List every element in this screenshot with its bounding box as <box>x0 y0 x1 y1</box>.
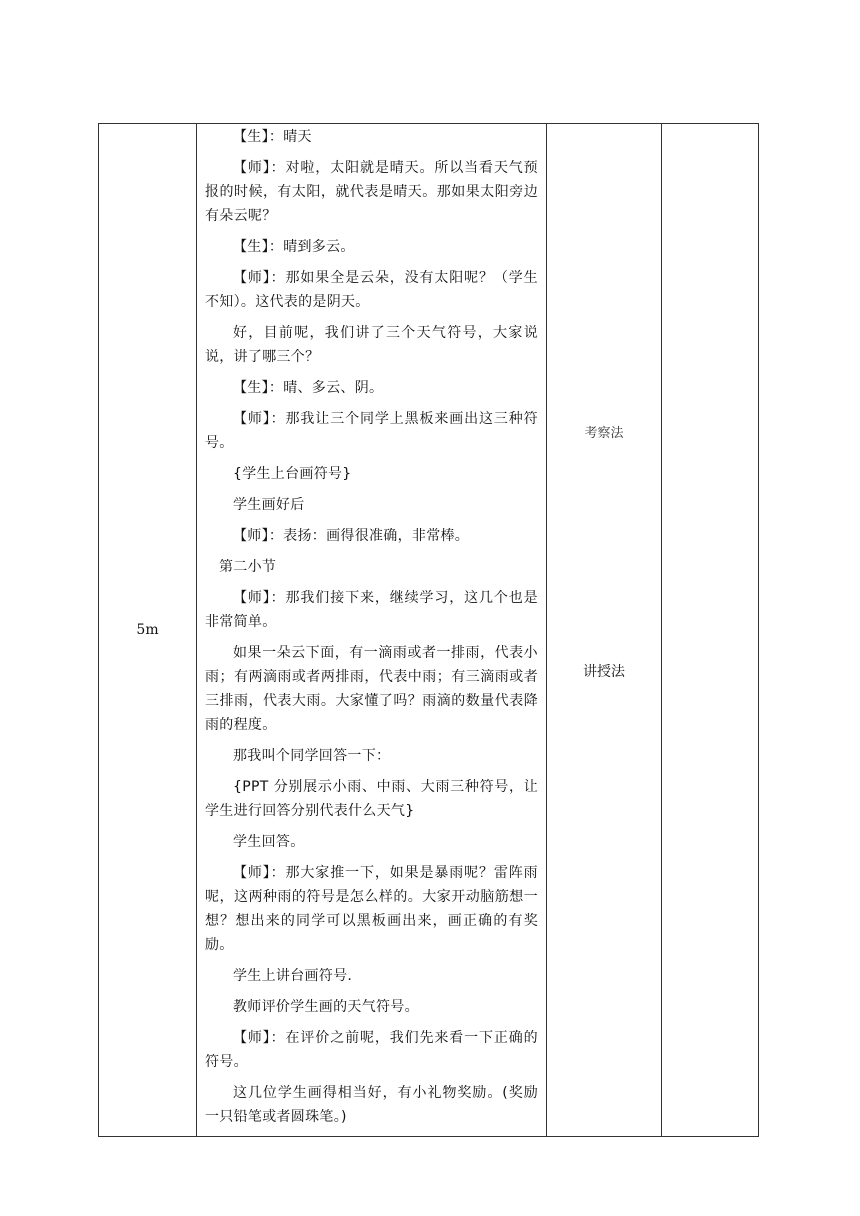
content-cell <box>197 124 547 1137</box>
content-paragraph: 【生】：晴天 <box>233 129 312 145</box>
method-label: 考察法 <box>584 425 624 441</box>
content-paragraph: 这几位学生画得相当好，有小礼物奖励。(奖励一只铅笔或者圆珠笔。) <box>205 1085 538 1125</box>
content-paragraph: 【师】：表扬：画得很准确，非常棒。 <box>233 528 470 544</box>
empty-cell <box>662 124 759 1137</box>
method-label: 讲授法 <box>583 663 625 680</box>
content-paragraph: 【生】：晴到多云。 <box>233 239 355 255</box>
content-paragraph: {学生上台画符号} <box>233 466 352 482</box>
method-container <box>547 150 661 1111</box>
content-paragraph: 【师】：那大家推一下，如果是暴雨呢？雷阵雨呢，这两种雨的符号是怎么样的。大家开动脑筋想一想？想出来的同学可以黑板画出来，画正确的有奖励。 <box>205 865 538 953</box>
content-paragraph: 学生画好后 <box>233 497 305 513</box>
content-paragraph: 【师】：那如果全是云朵，没有太阳呢？（学生不知）。这代表的是阴天。 <box>205 270 538 310</box>
content-paragraph: 那我叫个同学回答一下： <box>233 748 391 764</box>
content-paragraph: 【生】：晴、多云、阴。 <box>233 380 384 396</box>
content-paragraph: 【师】：对啦，太阳就是晴天。所以当看天气预报的时候，有太阳，就代表是晴天。那如果太阳旁边有朵云呢？ <box>205 160 538 224</box>
content-paragraph: 学生回答。 <box>233 834 305 850</box>
content-paragraph: 如果一朵云下面，有一滴雨或者一排雨，代表小雨；有两滴雨或者两排雨，代表中雨；有三滴雨或者三排雨，代表大雨。大家懂了吗？雨滴的数量代表降雨的程度。 <box>205 645 538 733</box>
content-paragraph: 【师】：在评价之前呢，我们先来看一下正确的符号。 <box>205 1030 538 1070</box>
lesson-plan-table <box>98 123 759 1137</box>
time-cell: 5m <box>99 124 197 1137</box>
content-paragraph: 教师评价学生画的天气符号。 <box>233 999 419 1015</box>
method-cell <box>547 124 662 1137</box>
content-paragraph: 【师】：那我们接下来，继续学习，这几个也是非常简单。 <box>205 590 538 630</box>
content-paragraph: {PPT 分别展示小雨、中雨、大雨三种符号，让学生进行回答分别代表什么天气} <box>205 779 538 819</box>
content-paragraph: 【师】：那我让三个同学上黑板来画出这三种符号。 <box>205 411 538 451</box>
section-heading: 第二小节 <box>219 559 277 575</box>
table-row <box>99 124 759 1137</box>
content-paragraph: 学生上讲台画符号. <box>233 968 353 984</box>
content-paragraph: 好，目前呢，我们讲了三个天气符号，大家说说，讲了哪三个？ <box>205 325 538 365</box>
